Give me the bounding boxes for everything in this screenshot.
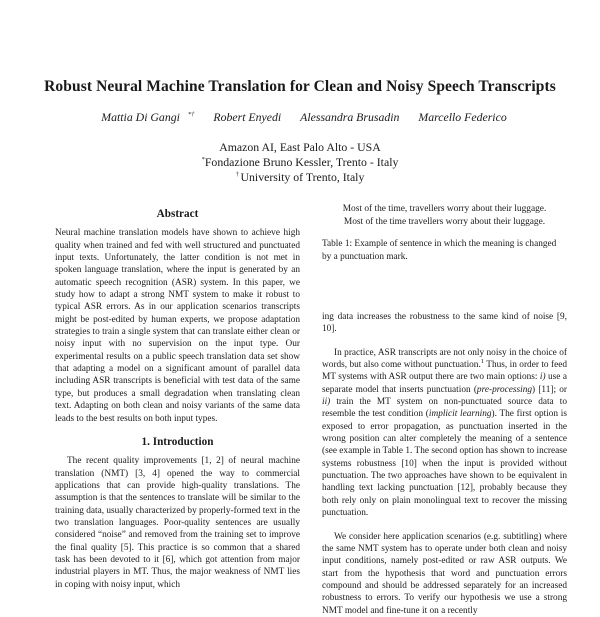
author: Mattia Di Gangi *† [101,110,195,124]
footnote-marker: 1 [480,357,485,365]
affiliation: † University of Trento, Italy [235,170,365,184]
body-paragraph: We consider here application scenarios (e.g. subtitling) where the same NMT system has to operate under both clean and noisy input conditions, namely post-edited or raw ASR outputs. We start from the hypothesis that word and punctuation errors compound and should be addressed separately for an increased robustness to errors. To verify our hypothesis we use a strong NMT model and fine-tune it on a recently [322,531,567,616]
affiliation: *Fondazione Bruno Kessler, Trento - Italy [201,155,399,169]
introduction-heading: 1. Introduction [141,435,214,448]
abstract-heading: Abstract [156,208,199,220]
table-1-caption: Table 1: Example of sentence in which the meaning is changed by a punctuation mark. [322,239,557,262]
paper-title: Robust Neural Machine Translation for Clean and Noisy Speech Transcripts [44,78,556,95]
body-paragraph: In practice, ASR transcripts are not only noisy in the choice of words, but also come without punctuation.$^1$ Thus, in order to feed MT systems with ASR output there are two main options: i) use a separate model that inserts punctuation (pre-processing) [11]; or ii) train the MT system on non-punctuated source data to resemble the test condition (implicit learning). The first option is exposed to error propagation, as punctuation inserted in the wrong position can alter completely the meaning of a sentence (see example in Table 1. The second option has shown to increase systems robustness [10] when the input is provided without punctuation. The two approaches have shown to be equivalent in handling text lacking punctuation [12], probably because they both rely only on plain monolingual text to recover the missing punctuation. [322,347,567,519]
table-1-example: Most of the time, travellers worry about their luggage. [342,204,547,214]
introduction-text: The recent quality improvements [1, 2] of neural machine translation (NMT) [3, 4] opened the way to commercial applications that can provide high-quality translations. The assumption is that the sentences to translate will be similar to the training data, usually characterized by properly-formed text in the two translation languages. Poor-quality sentences are usually considered “noise” and removed from the training set to improve the final quality [5]. This practice is so common that a shared task has been devoted to it [6], which got attention from major industrial players in MT. Thus, the major weakness of NMT lies in coping with noisy input, which [55,456,300,590]
body-paragraph: ing data increases the robustness to the same kind of noise [9, 10]. [322,312,567,335]
author-list [0,110,600,125]
affiliation: Amazon AI, East Palo Alto - USA [219,140,381,154]
table-1-example: Most of the time travellers worry about their luggage. [343,217,546,227]
author: Marcello Federico [418,110,507,124]
left-column [55,208,300,591]
abstract-text: Neural machine translation models have shown to achieve high quality when trained and fed with well structured and punctuated input texts. Unfortunately, the latter condition is not met in spoken language translation, where the input is generated by an automatic speech recognition (ASR) system. In this paper, we study how to adapt a strong NMT system to make it robust to typical ASR errors. As in our application scenarios transcripts might be post-edited by human experts, we propose adaptation strategies to train a single system that can translate either clean or noisy input with no supervision on the input type. Our experimental results on a public speech translation data set show that adapting a model on a significant amount of parallel data including ASR transcripts is beneficial with test data of the same type, but produces a small degradation when translating clean text. Adapting on both clean and noisy variants of the same data leads to the best results on both input types. [55,228,300,424]
author: Alessandra Brusadin [300,110,400,124]
author: Robert Enyedi [213,110,282,124]
right-column [322,203,567,617]
